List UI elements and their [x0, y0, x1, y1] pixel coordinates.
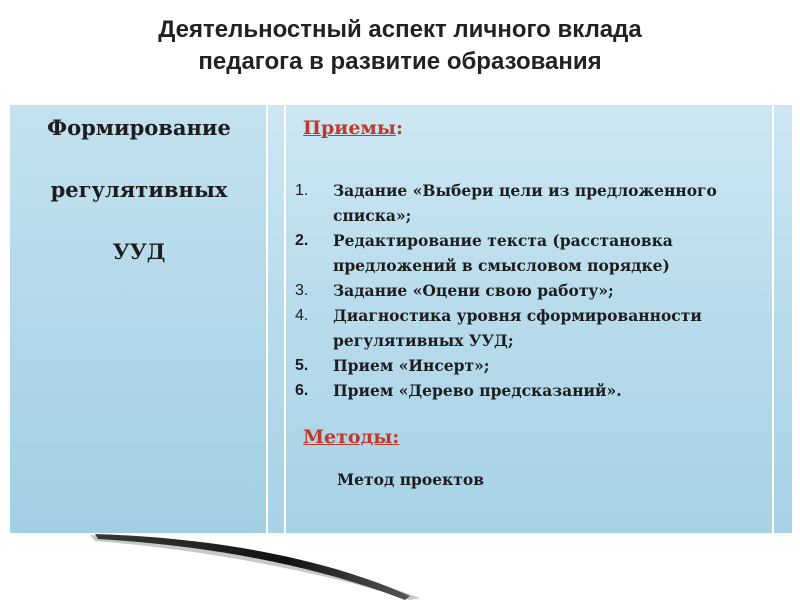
list-item-text: Редактирование текста (расстановка предложений в смысловом порядке) [333, 231, 673, 275]
techniques-heading-colon: : [395, 117, 403, 139]
list-item [295, 378, 773, 403]
list-item-number: 2. [295, 232, 309, 249]
left-cell-line-3: УУД [112, 239, 166, 264]
list-item-number: 6. [295, 382, 309, 399]
slide-title-line-1: Деятельностный аспект личного вклада [158, 16, 642, 43]
methods-text: Метод проектов [337, 470, 484, 489]
list-item-text: Диагностика уровня сформированности регулятивных УУД; [333, 306, 702, 350]
list-item [295, 303, 773, 353]
swoosh-shadow-shape [90, 535, 420, 600]
techniques-heading-text: Приемы [303, 117, 396, 139]
list-item-text: Задание «Выбери цели из предложенного списка»; [333, 181, 717, 225]
list-item [295, 178, 773, 228]
list-item-number: 5. [295, 357, 309, 374]
techniques-heading [303, 117, 403, 139]
slide-title [0, 14, 800, 78]
list-item [295, 353, 773, 378]
methods-heading-text: Методы: [303, 426, 400, 448]
column-divider-right [284, 103, 286, 533]
slide-title-line-2: педагога в развитие образования [198, 48, 602, 75]
list-item-number: 3. [295, 282, 309, 299]
left-cell-line-1: Формирование [47, 115, 231, 140]
techniques-list [295, 178, 773, 403]
list-item-text: Прием «Дерево предсказаний». [333, 381, 622, 400]
methods-heading [303, 426, 399, 448]
left-cell-line-2: регулятивных [50, 177, 228, 202]
list-item-number: 4. [295, 307, 309, 324]
right-cell [295, 103, 775, 533]
decorative-swoosh [0, 520, 800, 600]
list-item-number: 1. [295, 182, 309, 199]
list-item [295, 278, 773, 303]
list-item-text: Прием «Инсерт»; [333, 356, 490, 375]
left-cell-text [10, 115, 268, 301]
list-item-text: Задание «Оцени свою работу»; [333, 281, 614, 300]
list-item [295, 228, 773, 278]
content-table [10, 103, 792, 533]
